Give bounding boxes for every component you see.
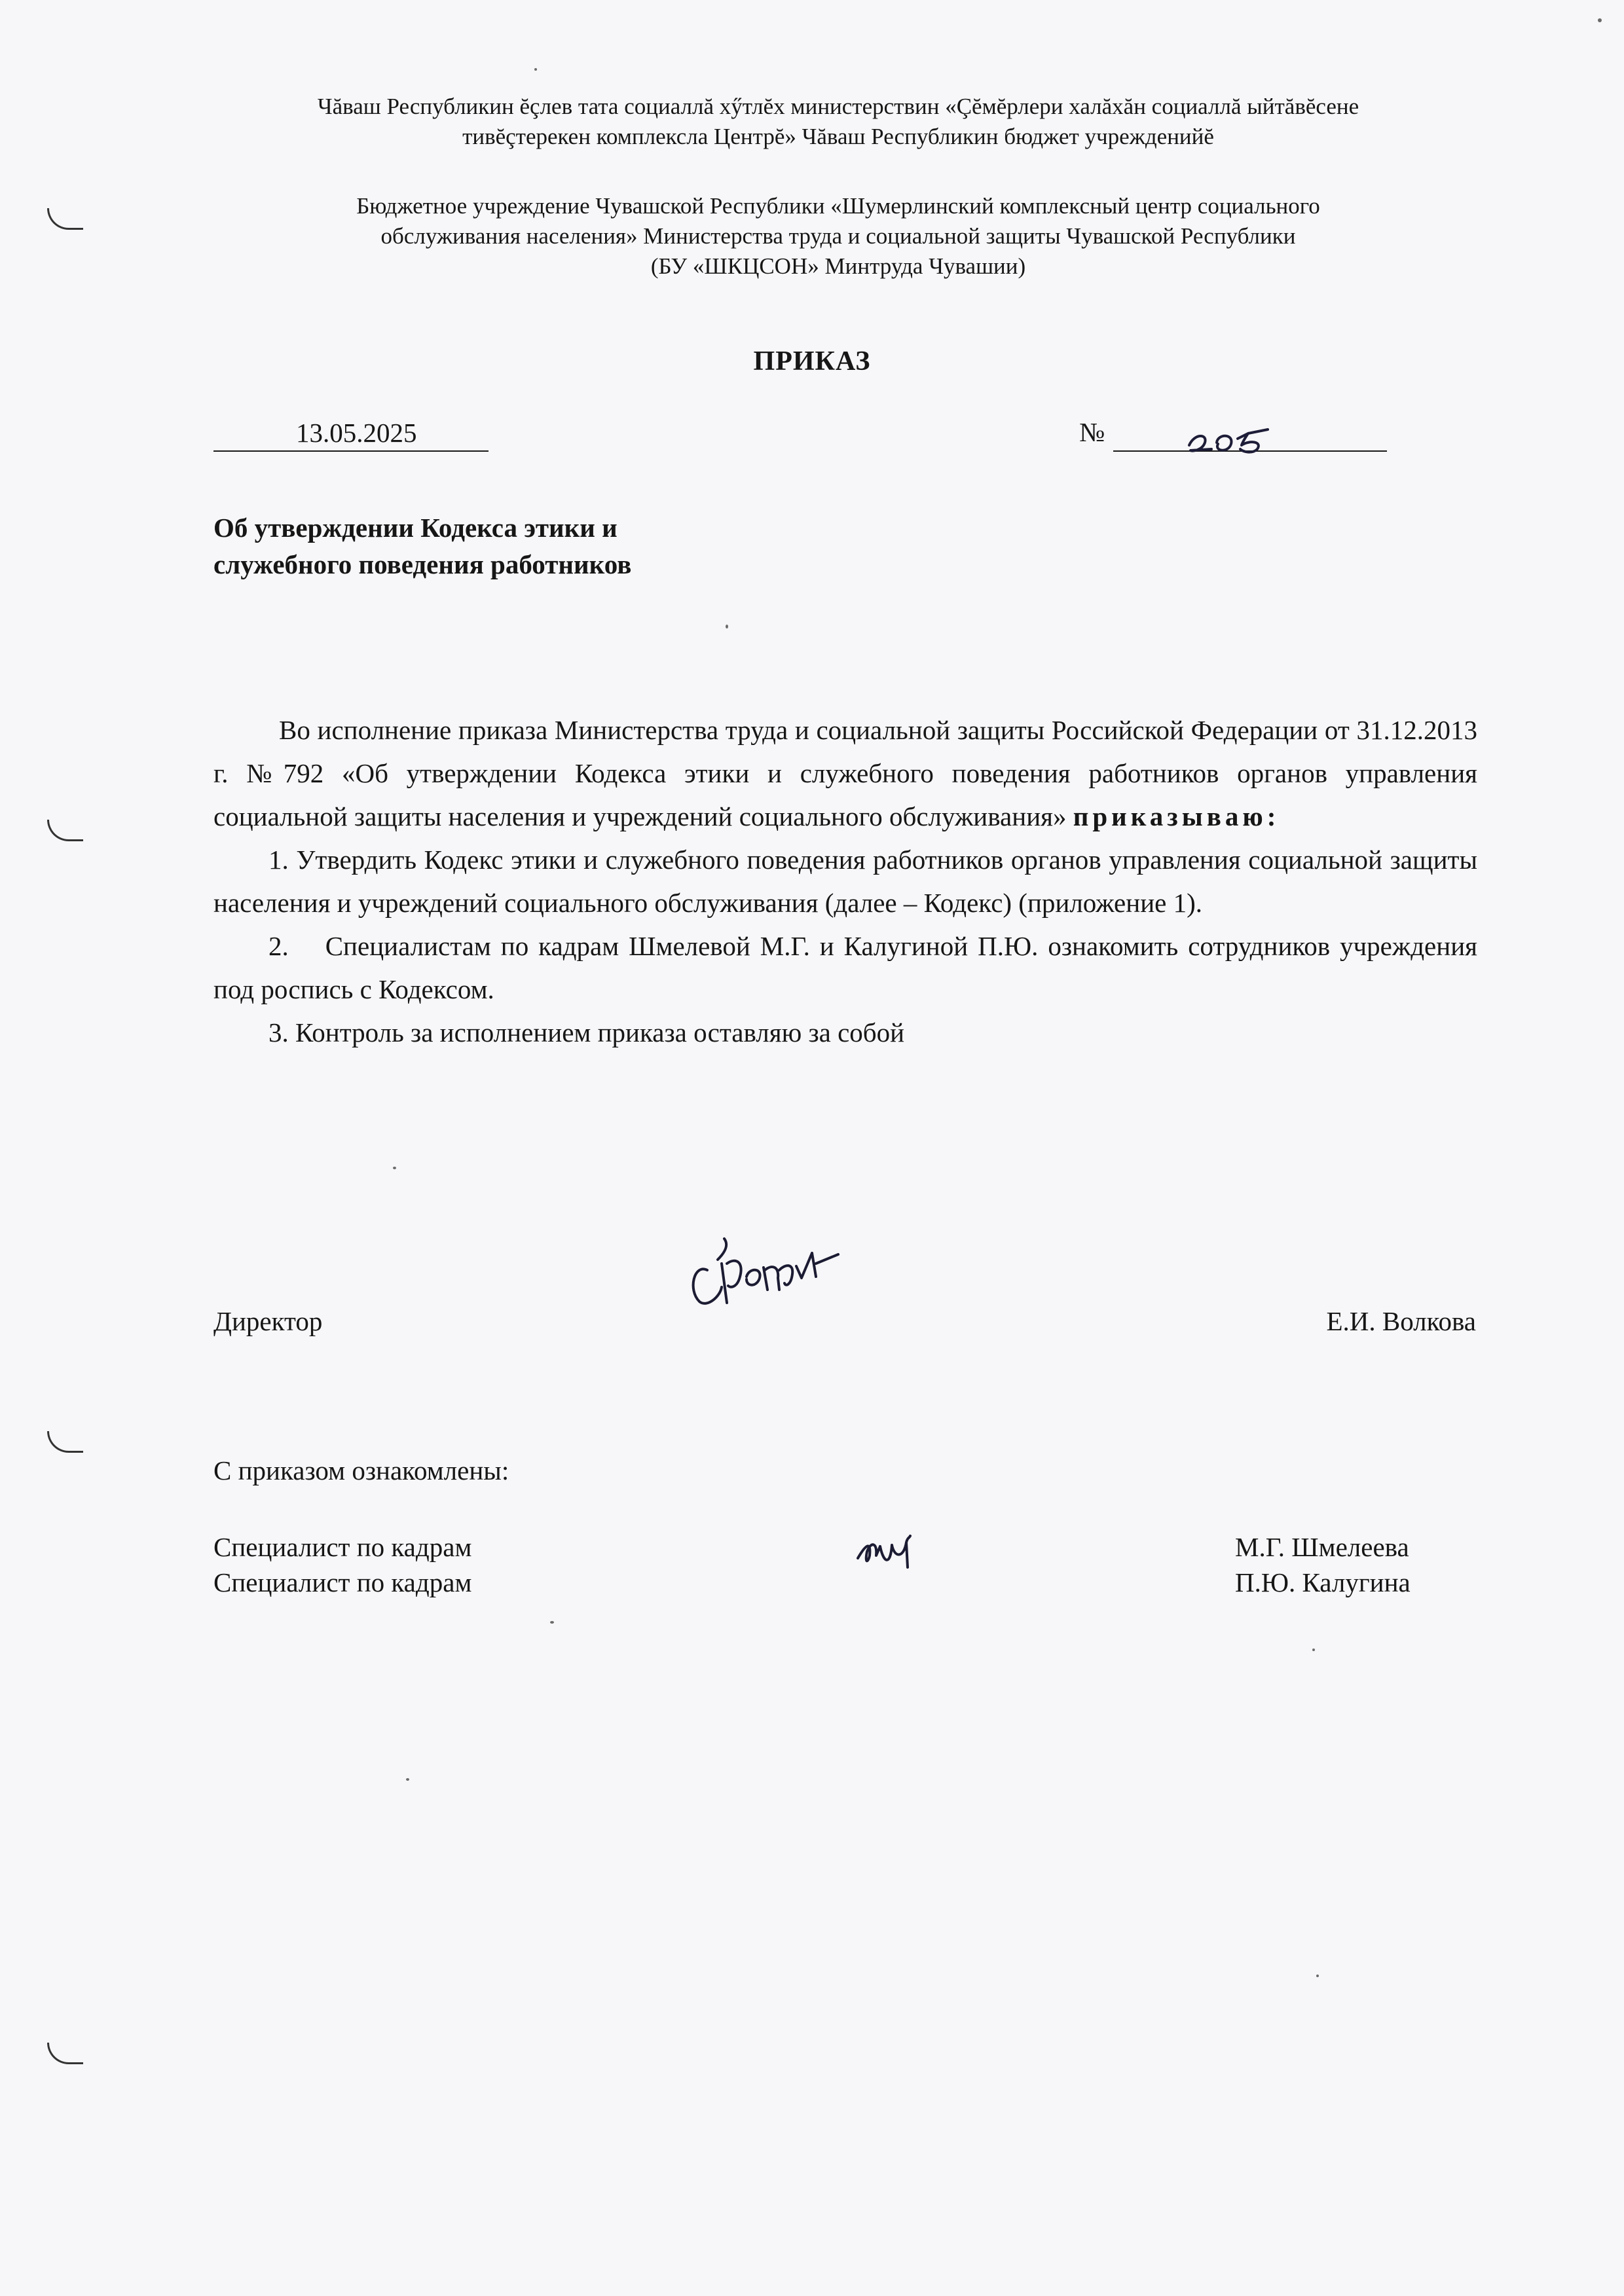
header-russian-line1: Бюджетное учреждение Чувашской Республики «Шумерлинский комплексный центр социального <box>356 193 1320 219</box>
margin-mark <box>47 820 83 841</box>
header-russian-line2: обслуживания населения» Министерства труда и социальной защиты Чувашской Республики <box>380 223 1296 249</box>
employee-role: Специалист по кадрам <box>213 1532 472 1562</box>
director-name: Е.И. Волкова <box>1326 1306 1476 1336</box>
scan-speck <box>1598 18 1602 22</box>
scan-speck <box>406 1778 409 1781</box>
header-chuvash-line2: тивĕçтерекен комплексла Центрĕ» Чăваш Республикин бюджет учрежденийĕ <box>462 124 1214 149</box>
order-item-3: 3. Контроль за исполнением приказа оставляю за собой <box>268 1017 905 1048</box>
preamble-text: Во исполнение приказа Министерства труда и социальной защиты Российской Федерации от 31.12.2013 г. №792 «Об утверждении Кодекса этики и служебного поведения работников органов управления социальной защиты населения и учреждений социального обслуживания» <box>213 715 1477 831</box>
subject-line1: Об утверждении Кодекса этики и <box>213 513 618 543</box>
date-field <box>213 416 489 452</box>
scan-speck <box>726 625 728 629</box>
director-signature <box>681 1224 877 1322</box>
employee-names <box>1235 1529 1411 1600</box>
header-chuvash <box>196 92 1480 152</box>
scan-speck <box>393 1167 396 1169</box>
number-label: № <box>1079 417 1105 447</box>
director-title: Директор <box>213 1306 323 1336</box>
acknowledgment-heading: С приказом ознакомлены: <box>213 1455 509 1485</box>
margin-mark <box>47 208 83 230</box>
order-body <box>213 708 1477 1054</box>
employee-signature <box>851 1519 956 1578</box>
order-item-1: 1. Утвердить Кодекс этики и служебного поведения работников органов управления социальной защиты населения и учреждений социального обслуживания (далее – Кодекс) (приложение 1). <box>213 845 1477 918</box>
scan-speck <box>534 68 537 71</box>
order-subject <box>213 509 631 583</box>
scan-speck <box>1312 1649 1315 1651</box>
employee-role: Специалист по кадрам <box>213 1567 472 1597</box>
handwritten-number <box>1185 419 1297 458</box>
scan-speck <box>550 1621 554 1624</box>
header-russian-line3: (БУ «ШКЦСОН» Минтруда Чувашии) <box>650 253 1026 279</box>
employee-name: М.Г. Шмелеева <box>1235 1532 1409 1562</box>
order-item-2: 2. Специалистам по кадрам Шмелевой М.Г. и Калугиной П.Ю. ознакомить сотрудников учреждения под роспись с Кодексом. <box>213 931 1477 1004</box>
subject-line2: служебного поведения работников <box>213 549 632 579</box>
order-word: приказываю: <box>1073 801 1280 831</box>
header-chuvash-line1: Чăваш Республикин ĕçлев тата социаллă хӳтлĕх министерствин «Çĕмĕрлери халăхăн социаллă ыйтăвĕсене <box>317 94 1359 119</box>
employee-roles <box>213 1529 471 1600</box>
margin-mark <box>47 2043 83 2064</box>
employee-name: П.Ю. Калугина <box>1235 1567 1411 1597</box>
order-date: 13.05.2025 <box>296 418 417 448</box>
margin-mark <box>47 1431 83 1453</box>
scan-speck <box>1316 1975 1319 1977</box>
document-title: ПРИКАЗ <box>753 346 871 376</box>
preamble-paragraph <box>213 708 1477 838</box>
header-russian <box>196 191 1480 282</box>
